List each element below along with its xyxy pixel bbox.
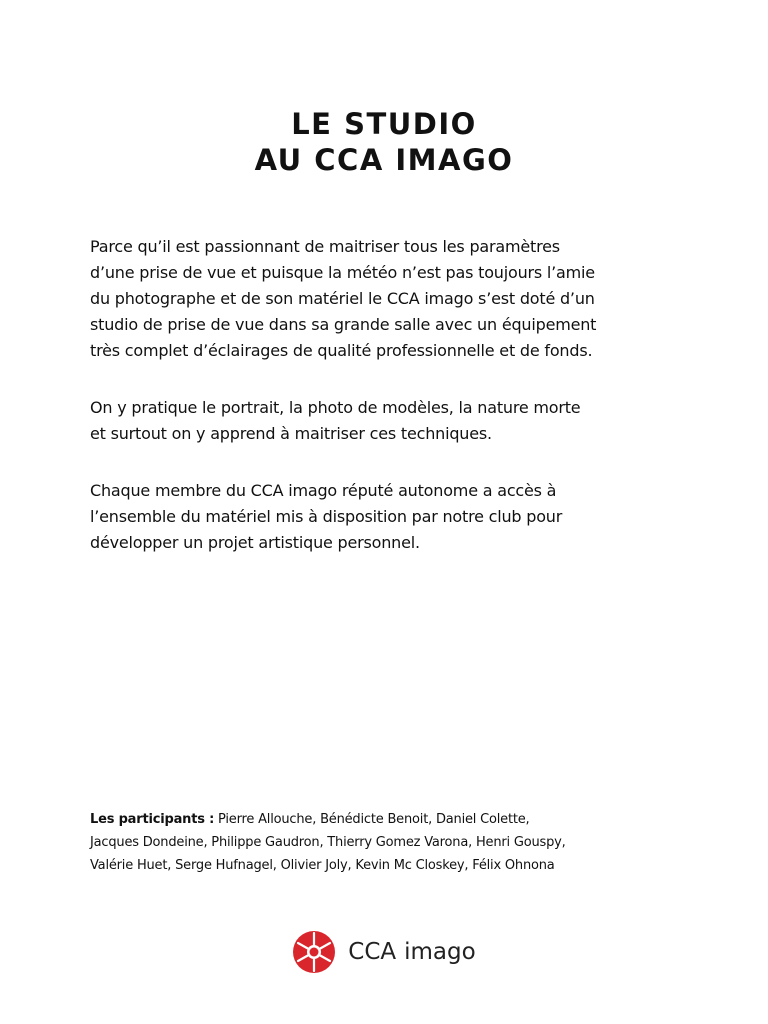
page-title: [0, 106, 768, 178]
paragraph-line: Chaque membre du CCA imago réputé autonome a accès à: [90, 481, 557, 500]
title-line-2: AU CCA IMAGO: [254, 143, 514, 177]
aperture-icon: [292, 930, 336, 974]
paragraph-intro: [90, 234, 690, 364]
paragraph-practice: [90, 395, 690, 447]
paragraph-line: et surtout on y apprend à maitriser ces techniques.: [90, 424, 492, 443]
participants-list: [90, 808, 690, 877]
paragraph-line: d’une prise de vue et puisque la météo n’est pas toujours l’amie: [90, 263, 595, 282]
paragraph-line: très complet d’éclairages de qualité professionnelle et de fonds.: [90, 341, 593, 360]
participants-line: Pierre Allouche, Bénédicte Benoit, Daniel Colette,: [218, 812, 530, 827]
paragraph-line: l’ensemble du matériel mis à disposition par notre club pour: [90, 507, 563, 526]
logo-word-cca: CCA: [348, 939, 397, 965]
paragraph-line: On y pratique le portrait, la photo de modèles, la nature morte: [90, 398, 581, 417]
participants-line: Valérie Huet, Serge Hufnagel, Olivier Joly, Kevin Mc Closkey, Félix Ohnona: [90, 858, 555, 873]
cca-imago-logo: [0, 930, 768, 974]
logo-word-imago: imago: [404, 939, 476, 965]
paragraph-members: [90, 478, 690, 556]
paragraph-line: développer un projet artistique personnel.: [90, 533, 420, 552]
paragraph-line: studio de prise de vue dans sa grande salle avec un équipement: [90, 315, 597, 334]
logo-wordmark: [348, 939, 475, 965]
paragraph-line: du photographe et de son matériel le CCA imago s’est doté d’un: [90, 289, 595, 308]
participants-label: Les participants :: [90, 812, 215, 827]
participants-line: Jacques Dondeine, Philippe Gaudron, Thierry Gomez Varona, Henri Gouspy,: [90, 835, 566, 850]
paragraph-line: Parce qu’il est passionnant de maitriser tous les paramètres: [90, 237, 560, 256]
title-line-1: LE STUDIO: [291, 107, 477, 141]
